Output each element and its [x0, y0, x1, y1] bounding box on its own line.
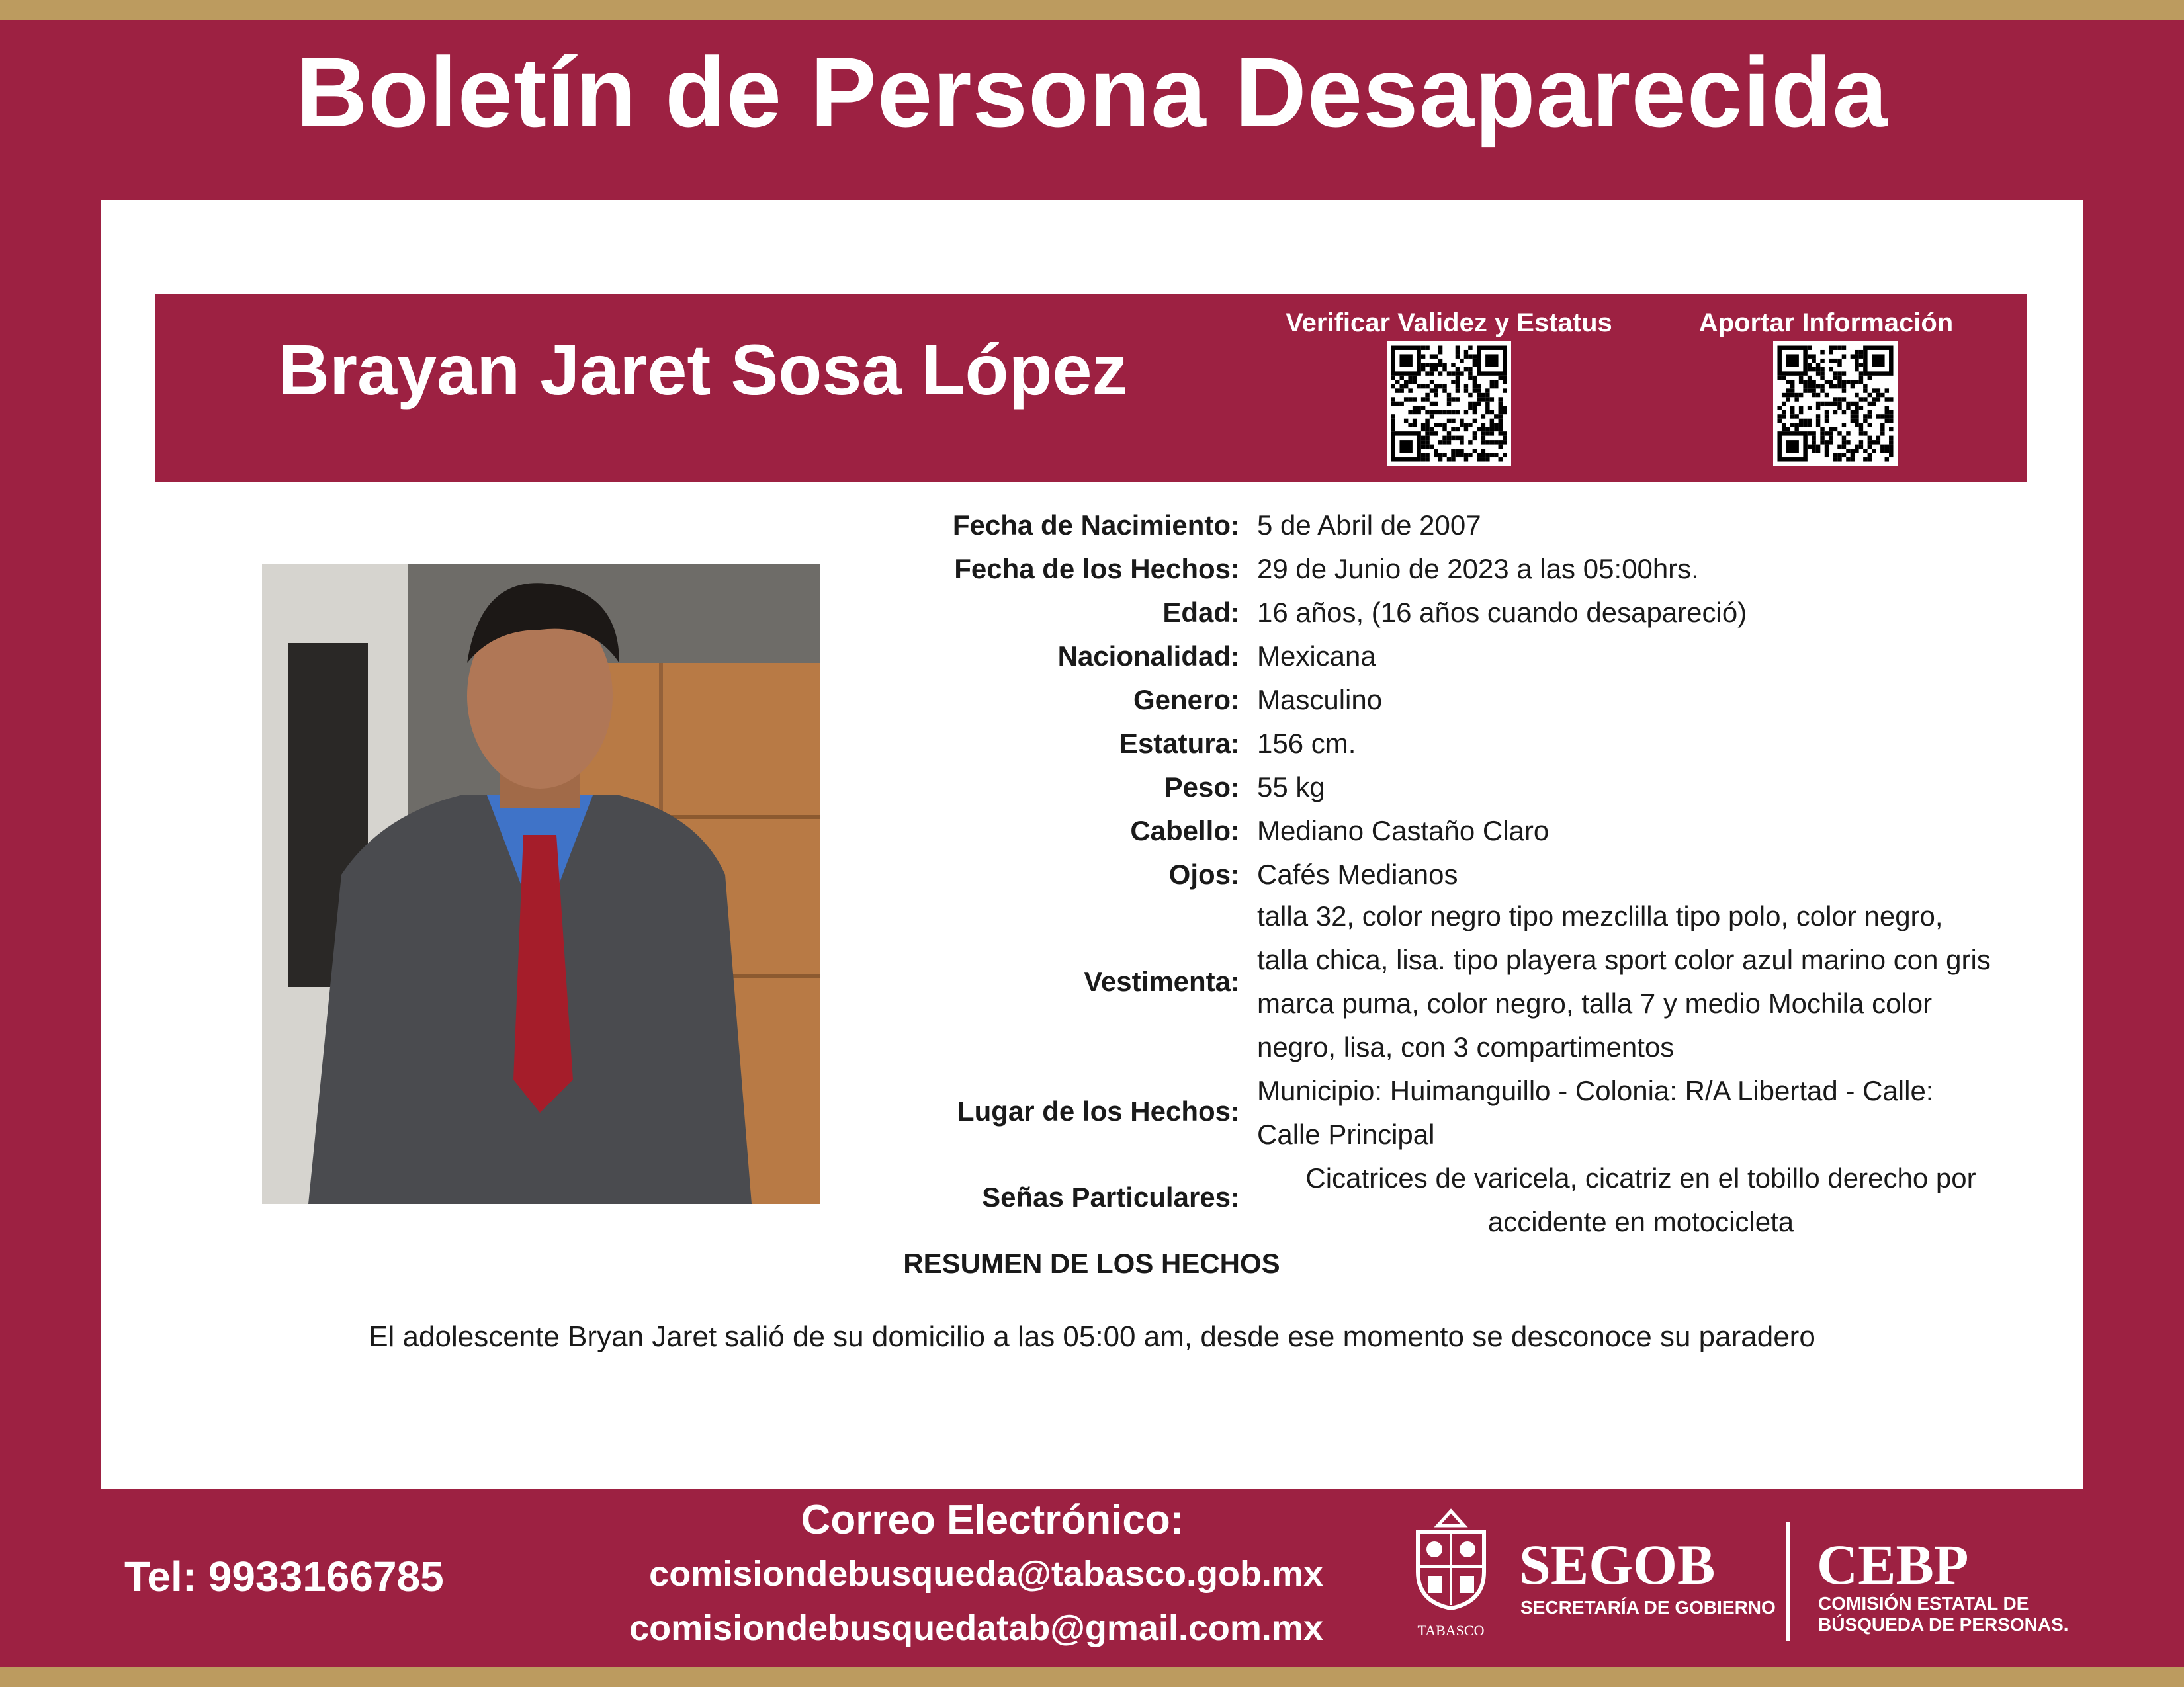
logo-divider — [1786, 1522, 1790, 1641]
height: 156 cm. — [1257, 728, 1356, 759]
person-name: Brayan Jaret Sosa López — [278, 329, 1128, 410]
clothing — [1257, 894, 1991, 1069]
gender: Masculino — [1257, 684, 1383, 715]
clothing-line: talla chica, lisa. tipo playera sport color azul marino con gris — [1257, 944, 1991, 975]
age-label: Edad: — [1162, 597, 1240, 628]
segob-subtitle: SECRETARÍA DE GOBIERNO — [1520, 1597, 1776, 1618]
clothing-label: Vestimenta: — [1084, 966, 1240, 997]
birth-date: 5 de Abril de 2007 — [1257, 509, 1481, 541]
place-line: Municipio: Huimanguillo - Colonia: R/A Libertad - Calle: — [1257, 1075, 1934, 1106]
top-gold-stripe — [0, 0, 2184, 20]
place-line: Calle Principal — [1257, 1119, 1435, 1150]
summary-text: El adolescente Bryan Jaret salió de su domicilio a las 05:00 am, desde ese momento se desconoce su paradero — [369, 1320, 1815, 1353]
verify-qr-label: Verificar Validez y Estatus — [1286, 308, 1612, 337]
event-date-label: Fecha de los Hechos: — [954, 553, 1240, 584]
missing-person-photo — [262, 564, 820, 1204]
clothing-line: negro, lisa, con 3 compartimentos — [1257, 1031, 1675, 1062]
weight: 55 kg — [1257, 771, 1325, 802]
segob-logo: SEGOB — [1519, 1533, 1716, 1596]
place-label: Lugar de los Hechos: — [957, 1096, 1240, 1127]
nationality-label: Nacionalidad: — [1057, 640, 1240, 671]
cebp-logo: CEBP — [1817, 1533, 1969, 1596]
marks-line: Cicatrices de varicela, cicatriz en el tobillo derecho por — [1305, 1162, 1976, 1193]
tabasco-label: TABASCO — [1417, 1622, 1485, 1639]
marks-line: accidente en motocicleta — [1487, 1206, 1794, 1237]
bottom-gold-stripe — [0, 1667, 2184, 1687]
clothing-line: marca puma, color negro, talla 7 y medio Mochila color — [1257, 988, 1933, 1019]
place — [1257, 1069, 1933, 1156]
nationality: Mexicana — [1257, 640, 1376, 671]
birth-date-label: Fecha de Nacimiento: — [952, 509, 1240, 541]
cebp-subtitle-line2: BÚSQUEDA DE PERSONAS. — [1818, 1614, 2069, 1635]
age: 16 años, (16 años cuando desapareció) — [1257, 597, 1747, 628]
phone-number[interactable]: Tel: 9933166785 — [124, 1553, 444, 1600]
email-link-primary[interactable]: comisiondebusqueda@tabasco.gob.mx — [649, 1554, 1323, 1594]
email-label: Correo Electrónico: — [801, 1497, 1184, 1543]
info-qr-label: Aportar Información — [1698, 308, 1954, 337]
qr-code-icon — [1387, 341, 1511, 466]
height-label: Estatura: — [1119, 728, 1240, 759]
email-link-secondary[interactable]: comisiondebusquedatab@gmail.com.mx — [629, 1608, 1323, 1648]
info-qr-code[interactable] — [1773, 341, 1898, 466]
hair-label: Cabello: — [1130, 815, 1240, 846]
marks-label: Señas Particulares: — [982, 1182, 1240, 1213]
hair: Mediano Castaño Claro — [1257, 815, 1550, 846]
qr-code-icon — [1773, 341, 1898, 466]
eyes-label: Ojos: — [1168, 859, 1240, 890]
tabasco-shield-icon — [1408, 1506, 1494, 1612]
weight-label: Peso: — [1164, 771, 1240, 802]
clothing-line: talla 32, color negro tipo mezclilla tipo polo, color negro, — [1257, 900, 1943, 931]
event-date: 29 de Junio de 2023 a las 05:00hrs. — [1257, 553, 1699, 584]
verify-qr-code[interactable] — [1387, 341, 1511, 466]
marks — [1257, 1156, 2025, 1244]
cebp-subtitle-line1: COMISIÓN ESTATAL DE — [1818, 1593, 2029, 1614]
summary-title: RESUMEN DE LOS HECHOS — [903, 1248, 1280, 1279]
bulletin-title: Boletín de Persona Desaparecida — [296, 36, 1888, 148]
eyes: Cafés Medianos — [1257, 859, 1458, 890]
gender-label: Genero: — [1133, 684, 1240, 715]
